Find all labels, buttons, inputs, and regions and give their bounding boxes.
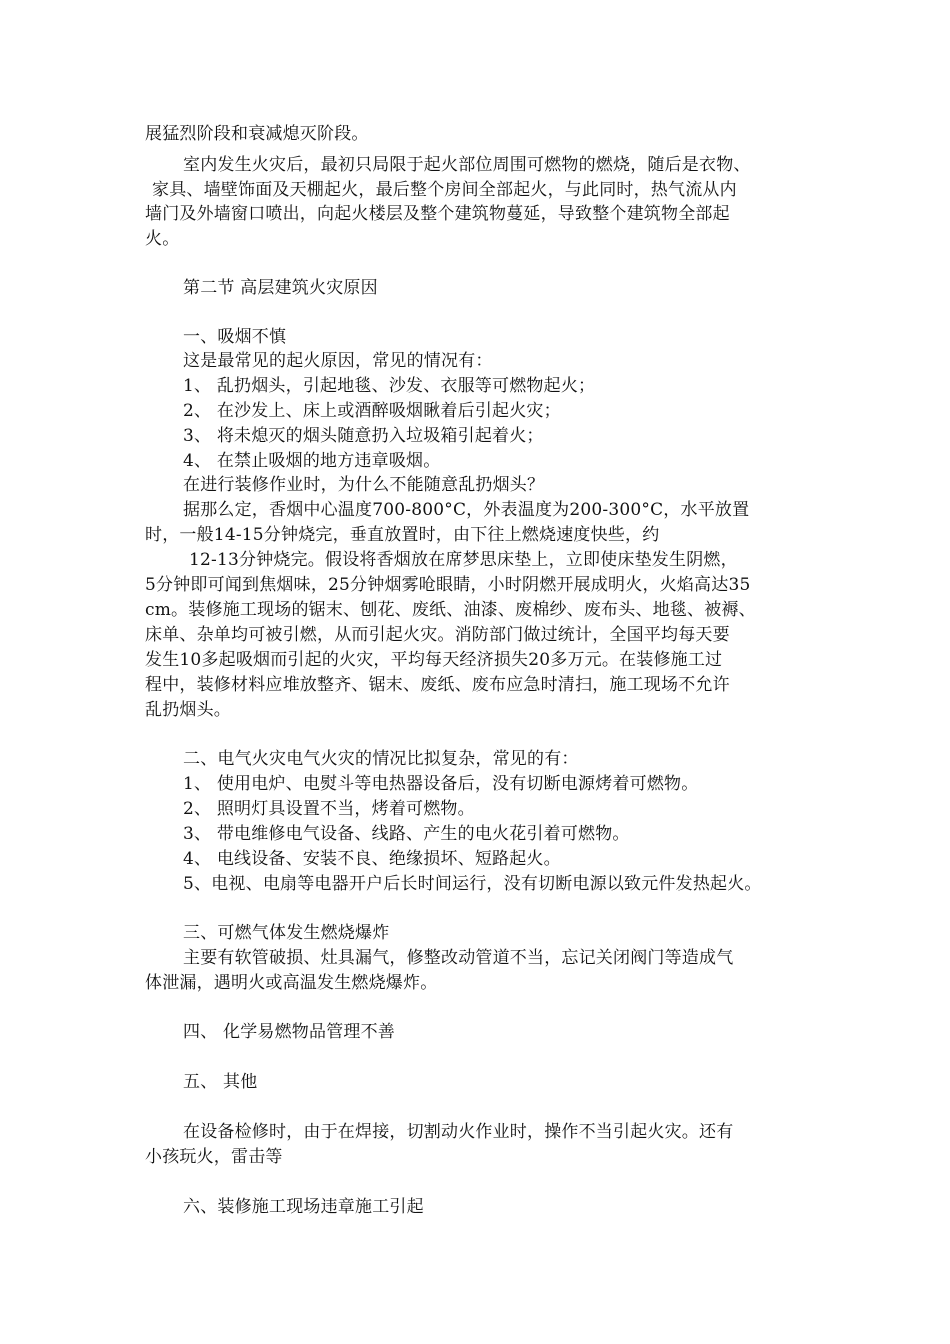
gas-paragraph-line: 体泄漏，遇明火或高温发生燃烧爆炸。 <box>145 973 438 993</box>
smoking-paragraph-line: 5分钟即可闻到焦烟味，25分钟烟雾呛眼睛，小时阴燃开展成明火，火焰高达35 <box>145 575 751 595</box>
list-item: 3、 带电维修电气设备、线路、产生的电火花引着可燃物。 <box>183 824 630 844</box>
list-item: 2、 在沙发上、床上或酒醉吸烟瞅着后引起火灾； <box>183 401 561 421</box>
smoking-paragraph-line: 程中，装修材料应堆放整齐、锯末、废纸、废布应急时清扫，施工现场不允许 <box>145 675 730 695</box>
list-item: 1、 乱扔烟头，引起地毯、沙发、衣服等可燃物起火； <box>183 376 596 396</box>
gas-paragraph-line: 主要有软管破损、灶具漏气，修整改动管道不当，忘记关闭阀门等造成气 <box>183 948 734 968</box>
other-paragraph-line: 小孩玩火，雷击等 <box>145 1147 283 1167</box>
intro-line: 展猛烈阶段和衰减熄灭阶段。 <box>145 124 369 144</box>
list-item: 2、 照明灯具设置不当，烤着可燃物。 <box>183 799 475 819</box>
gas-heading: 三、可燃气体发生燃烧爆炸 <box>183 923 390 943</box>
smoking-paragraph-line: 12-13分钟烧完。假设将香烟放在席梦思床垫上，立即使床垫发生阴燃， <box>189 550 738 570</box>
smoking-paragraph-line: 时，一般14-15分钟烧完，垂直放置时，由下往上燃烧速度快些，约 <box>145 525 660 545</box>
list-item: 4、 在禁止吸烟的地方违章吸烟。 <box>183 451 441 471</box>
smoking-paragraph-line: 床单、杂单均可被引燃，从而引起火灾。消防部门做过统计，全国平均每天要 <box>145 625 730 645</box>
list-item: 5、电视、电扇等电器开户后长时间运行，没有切断电源以致元件发热起火。 <box>183 874 762 894</box>
intro-line: 火。 <box>145 229 180 249</box>
renovation-heading: 六、装修施工现场违章施工引起 <box>183 1197 424 1217</box>
chemical-heading: 四、 化学易燃物品管理不善 <box>183 1022 396 1042</box>
smoking-paragraph-line: 发生10多起吸烟而引起的火灾，平均每天经济损失20多万元。在装修施工过 <box>145 650 723 670</box>
smoking-paragraph-line: 乱扔烟头。 <box>145 700 231 720</box>
intro-line: 室内发生火灾后，最初只局限于起火部位周围可燃物的燃烧，随后是衣物、 <box>183 155 751 175</box>
other-heading: 五、 其他 <box>183 1072 258 1092</box>
intro-line: 墙门及外墙窗口喷出，向起火楼层及整个建筑物蔓延，导致整个建筑物全部起 <box>145 204 730 224</box>
list-item: 4、 电线设备、安装不良、绝缘损坏、短路起火。 <box>183 849 561 869</box>
section-title: 第二节 高层建筑火灾原因 <box>183 278 378 298</box>
smoking-lead: 这是最常见的起火原因，常见的情况有： <box>183 351 493 371</box>
smoking-paragraph-line: 据那么定，香烟中心温度700-800°C，外表温度为200-300°C，水平放置 <box>183 500 750 520</box>
electrical-heading: 二、电气火灾电气火灾的情况比拟复杂，常见的有： <box>183 749 579 769</box>
smoking-paragraph-line: cm。装修施工现场的锯末、刨花、废纸、油漆、废棉纱、废布头、地毯、被褥、 <box>145 600 756 620</box>
intro-line: 家具、墙壁饰面及天棚起火，最后整个房间全部起火，与此同时，热气流从内 <box>152 180 737 200</box>
other-paragraph-line: 在设备检修时，由于在焊接，切割动火作业时，操作不当引起火灾。还有 <box>183 1122 734 1142</box>
list-item: 1、 使用电炉、电熨斗等电热器设备后，没有切断电源烤着可燃物。 <box>183 774 699 794</box>
list-item: 3、 将未熄灭的烟头随意扔入垃圾箱引起着火； <box>183 426 544 446</box>
smoking-question: 在进行装修作业时，为什么不能随意乱扔烟头？ <box>183 475 545 495</box>
smoking-heading: 一、吸烟不慎 <box>183 327 287 347</box>
